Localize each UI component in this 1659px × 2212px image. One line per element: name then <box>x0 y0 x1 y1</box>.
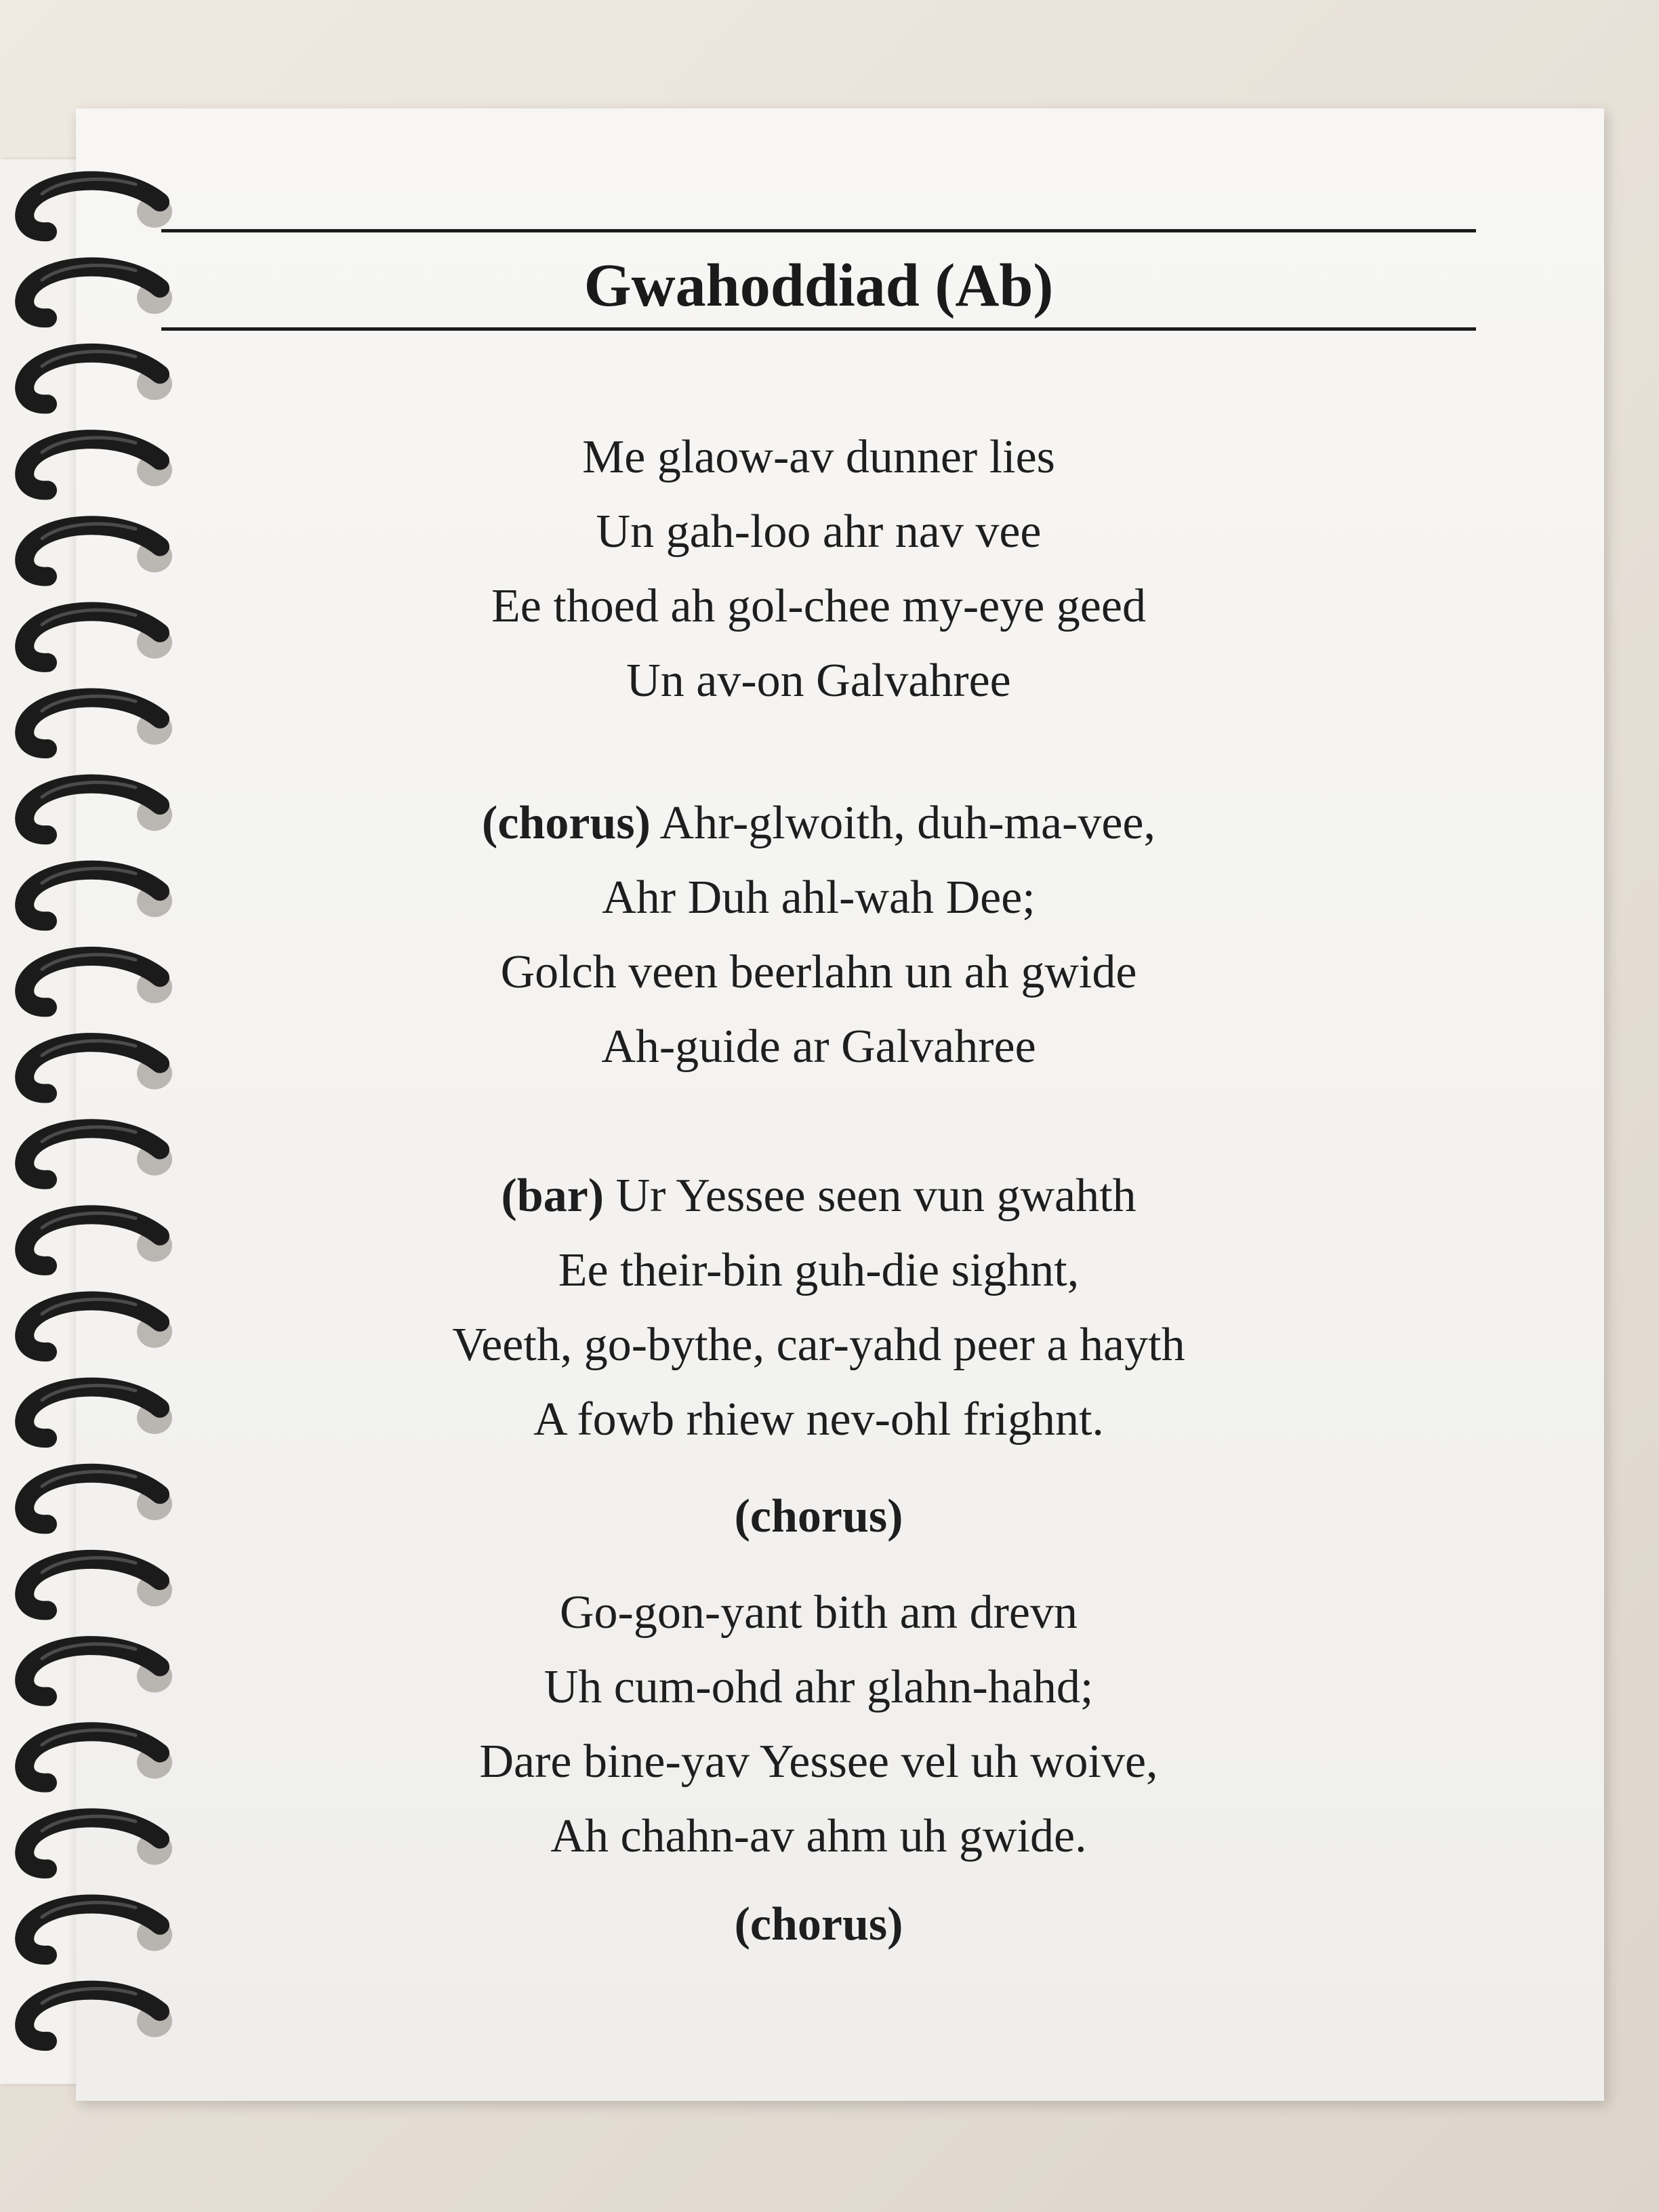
lyric-line: (chorus) Ahr-glwoith, duh-ma-vee, <box>482 797 1155 849</box>
stanza-chorus-ref-2 <box>161 1887 1476 1962</box>
lyric-line: (bar) Ur Yessee seen vun gwahth <box>501 1170 1136 1222</box>
chorus-label: (chorus) <box>482 797 651 849</box>
lyric-line: Me glaow-av dunner lies <box>582 431 1055 483</box>
lyric-line: Ahr Duh ahl-wah Dee; <box>602 872 1036 924</box>
stanza-chorus <box>161 786 1476 1084</box>
lyric-line <box>161 1887 1476 1962</box>
lyric-line <box>161 1479 1476 1554</box>
underlying-page-edge <box>0 159 81 2084</box>
lyric-line: Uh cum-ohd ahr glahn-hahd; <box>544 1661 1094 1713</box>
lyric-line: Ee thoed ah gol-chee my-eye geed <box>491 580 1146 632</box>
stanza-verse-2 <box>161 1159 1476 1457</box>
lyric-line: Ah chahn-av ahm uh gwide. <box>550 1810 1087 1862</box>
lyric-line: A fowb rhiew nev-ohl frighnt. <box>533 1393 1104 1446</box>
title-top-rule <box>161 229 1476 232</box>
lyric-line: Un av-on Galvahree <box>626 655 1011 707</box>
lyric-line: Ah-guide ar Galvahree <box>601 1021 1036 1073</box>
chorus-label: (chorus) <box>734 1898 903 1950</box>
lyric-line: Veeth, go-bythe, car-yahd peer a hayth <box>452 1319 1185 1371</box>
stanza-verse-1 <box>161 420 1476 718</box>
chorus-label: (chorus) <box>734 1490 903 1542</box>
title-bottom-rule <box>161 327 1476 331</box>
stanza-chorus-ref-1 <box>161 1479 1476 1554</box>
stanza-verse-3 <box>161 1576 1476 1874</box>
lyric-line: Dare bine-yav Yessee vel uh woive, <box>479 1736 1158 1788</box>
lyric-line: Go-gon-yant bith am drevn <box>560 1586 1078 1639</box>
lyric-line: Un gah-loo ahr nav vee <box>596 506 1042 558</box>
song-title: Gwahoddiad (Ab) <box>583 252 1054 319</box>
lyric-line: Golch veen beerlahn un ah gwide <box>500 946 1137 998</box>
bar-label: (bar) <box>501 1170 605 1222</box>
lyric-line: Ee their-bin guh-die sighnt, <box>558 1244 1080 1296</box>
